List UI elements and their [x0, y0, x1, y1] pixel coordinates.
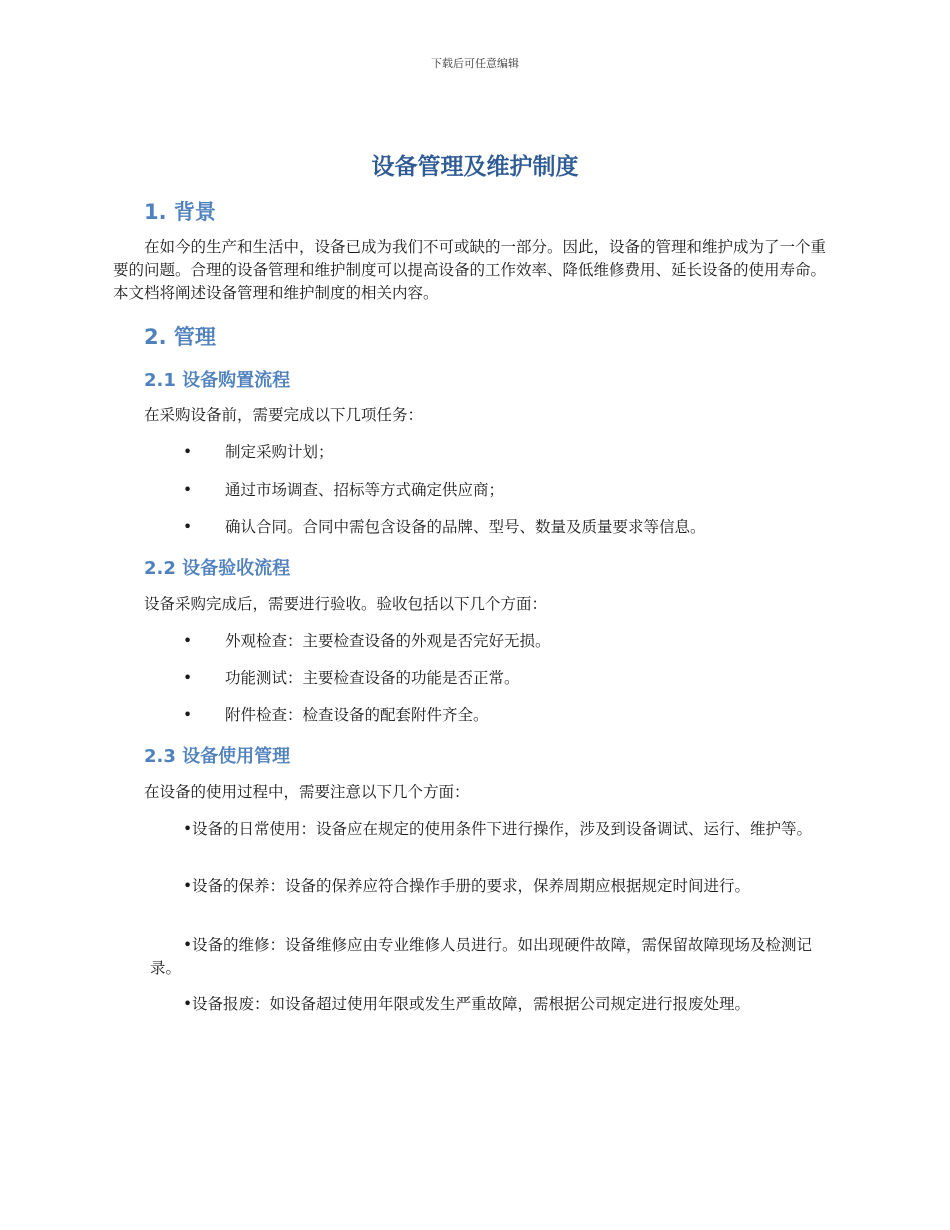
usage-item-text: 设备报废：如设备超过使用年限或发生严重故障，需根据公司规定进行报废处理。 — [192, 995, 751, 1013]
acceptance-item: 功能测试：主要检查设备的功能是否正常。 — [225, 669, 520, 687]
bullet-icon: • — [183, 820, 193, 838]
purchase-intro: 在采购设备前，需要完成以下几项任务： — [144, 406, 424, 424]
usage-item — [150, 934, 842, 980]
bullet-icon: • — [183, 995, 193, 1013]
usage-intro: 在设备的使用过程中，需要注意以下几个方面： — [144, 783, 470, 801]
purchase-item: 确认合同。合同中需包含设备的品牌、型号、数量及质量要求等信息。 — [225, 518, 706, 536]
bullet-icon: • — [183, 669, 193, 687]
usage-item-text: 设备的保养：设备的保养应符合操作手册的要求，保养周期应根据规定时间进行。 — [192, 877, 751, 895]
usage-item-text: 设备的维修：设备维修应由专业维修人员进行。如出现硬件故障，需保留故障现场及检测记录。 — [150, 936, 813, 977]
acceptance-item: 外观检查：主要检查设备的外观是否完好无损。 — [225, 632, 551, 650]
bullet-icon: • — [183, 936, 193, 954]
purchase-item: 制定采购计划； — [225, 443, 334, 461]
section-heading-management: 2. 管理 — [144, 325, 216, 349]
bullet-icon: • — [183, 518, 193, 536]
bullet-icon: • — [183, 632, 193, 650]
bullet-icon: • — [183, 481, 193, 499]
acceptance-item: 附件检查：检查设备的配套附件齐全。 — [225, 706, 489, 724]
subsection-heading-usage: 2.3 设备使用管理 — [144, 746, 291, 767]
header-note: 下载后可任意编辑 — [431, 57, 519, 70]
subsection-heading-purchase: 2.1 设备购置流程 — [144, 370, 291, 391]
purchase-item: 通过市场调查、招标等方式确定供应商； — [225, 481, 505, 499]
usage-item — [150, 993, 842, 1016]
bullet-icon: • — [183, 706, 193, 724]
acceptance-intro: 设备采购完成后，需要进行验收。验收包括以下几个方面： — [144, 595, 548, 613]
usage-item — [150, 818, 842, 841]
bullet-icon: • — [183, 443, 193, 461]
background-paragraph: 在如今的生产和生活中，设备已成为我们不可或缺的一部分。因此，设备的管理和维护成为了一个重要的问题。合理的设备管理和维护制度可以提高设备的工作效率、降低维修费用、延长设备的使用寿命。本文档将阐述设备管理和维护制度的相关内容。 — [113, 238, 827, 302]
usage-item-text: 设备的日常使用：设备应在规定的使用条件下进行操作，涉及到设备调试、运行、维护等。 — [192, 820, 813, 838]
usage-item — [150, 875, 842, 898]
document-title: 设备管理及维护制度 — [371, 154, 579, 180]
section-heading-background: 1. 背景 — [144, 200, 216, 224]
subsection-heading-acceptance: 2.2 设备验收流程 — [144, 558, 291, 579]
bullet-icon: • — [183, 877, 193, 895]
